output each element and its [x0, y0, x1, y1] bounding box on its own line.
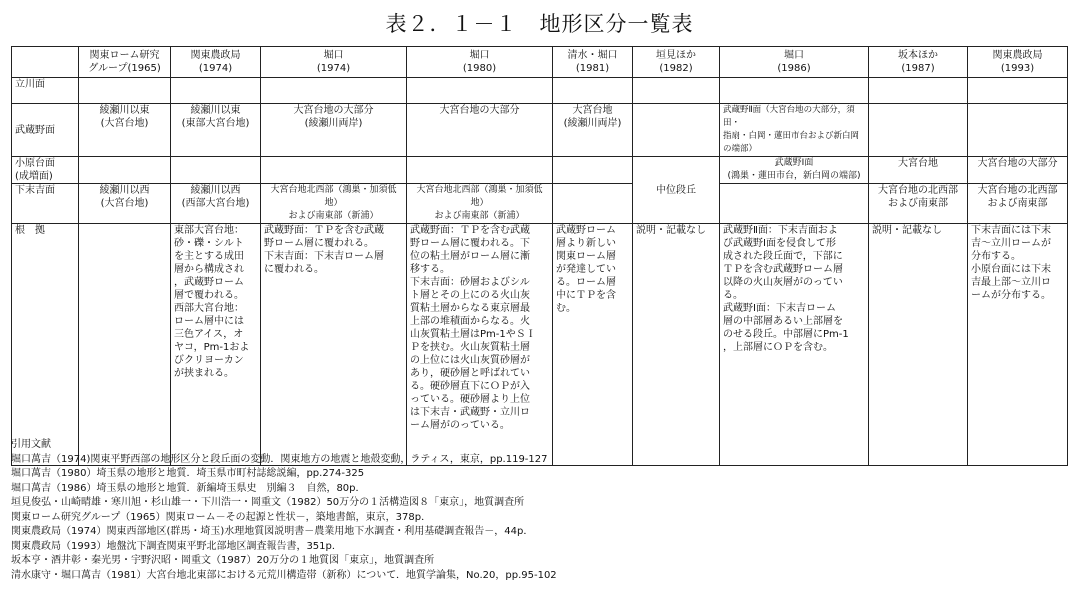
reference-item: 関東ローム研究グループ（1965）関東ローム－その起源と性状－，築地書館，東京，378p． [11, 511, 432, 523]
row-label: 根 拠 [12, 224, 79, 466]
header-cell: 垣見ほか (1982) [633, 47, 720, 78]
header-cell: 堀口 (1974) [261, 47, 407, 78]
row-label: 下末吉面 [12, 184, 79, 224]
landform-table [11, 46, 1068, 466]
cell: 大宮台地の大部分 [968, 157, 1068, 184]
reference-item: 堀口萬吉（1974)関東平野西部の地形区分と段丘面の変動．関東地方の地震と地殻変動，ラティス，東京，pp.119-127 [11, 453, 548, 465]
reference-item: 関東農政局（1974）関東西部地区(群馬・埼玉)水理地質図説明書－農業用地下水調査・利用基礎調査報告－，44p． [11, 526, 534, 537]
header-cell: 関東農政局 (1993) [968, 47, 1068, 78]
cell: 武蔵野Ⅱ面：下末吉面およ び武蔵野Ⅰ面を侵食して形 成された段丘面で，下部に ＴＰを含む武蔵野ローム層 以降の火山灰層がのってい る。 武蔵野Ⅰ面：下末吉ローム 層の中部層あるい上部層を のせる段丘。中部層にPm-1 ，上部層にＯＰを含む。 [720, 224, 869, 466]
row-musashino [12, 104, 1068, 157]
cell: 説明・記載なし [869, 224, 968, 466]
cell: 中位段丘 [633, 157, 720, 224]
header-cell: 関東ローム研究 グループ(1965) [79, 47, 171, 78]
row-shimosueyoshi [12, 184, 1068, 224]
header-cell: 清水・堀口 (1981) [553, 47, 633, 78]
header-cell [12, 47, 79, 78]
reference-item: 堀口萬吉（1986）埼玉県の地形と地質．新編埼玉県史 別編３ 自然，80p． [11, 482, 366, 494]
cell: 下末吉面には下末 吉～立川ロームが 分布する。 小原台面には下末 吉最上部～立川ロ ームが分布する。 [968, 224, 1068, 466]
references [11, 438, 557, 583]
row-tachikawa [12, 78, 1068, 104]
cell: 大宮台地の北西部 および南東部 [968, 184, 1068, 224]
cell: 大宮台地 (綾瀬川両岸) [553, 104, 633, 157]
header-cell: 坂本ほか (1987) [869, 47, 968, 78]
cell: 大宮台地北西部（鴻巣・加須低地） および南東部（新浦） [407, 184, 553, 224]
reference-item: 坂本亨・酒井彰・秦光男・宇野沢昭・岡重文（1987）20万分の１地質図「東京」，地質調査所 [11, 555, 435, 566]
header-cell: 堀口 (1980) [407, 47, 553, 78]
page-title: 表２．１－１ 地形区分一覧表 [385, 12, 694, 36]
cell: 大宮台地の大部分 [407, 104, 553, 157]
cell: 大宮台地 [869, 157, 968, 184]
cell: 綾瀬川以西 (大宮台地) [79, 184, 171, 224]
row-basis [12, 224, 1068, 466]
row-label: 立川面 [12, 78, 79, 104]
row-label: 小原台面 (成増面) [12, 157, 79, 184]
cell: 東部大宮台地： 砂・礫・シルト を主とする成田 層から構成され ，武蔵野ローム 層で覆われる。 西部大宮台地： ローム層中には 三色アイス，オ ヤコ，Pm-1およ びクリヨーカン が挟まれる。 [171, 224, 261, 466]
reference-item: 関東農政局（1993）地盤沈下調査関東平野北部地区調査報告書，351p． [11, 540, 342, 552]
header-cell: 関東農政局 (1974) [171, 47, 261, 78]
cell: 武蔵野Ⅱ面（大宮台地の大部分，須田・ 指扇・白岡・蓮田市台および新白岡の端部） [720, 104, 869, 157]
cell: 大宮台地北西部（鴻巣・加須低地） および南東部（新浦） [261, 184, 407, 224]
cell: 大宮台地の北西部 および南東部 [869, 184, 968, 224]
references-heading: 引用文献 [11, 439, 51, 450]
header-cell: 堀口 (1986) [720, 47, 869, 78]
reference-item: 堀口萬吉（1980）埼玉県の地形と地質．埼玉県市町村誌総説編，pp.274-325 [11, 468, 365, 479]
cell: 武蔵野面：ＴＰを含む武蔵 野ローム層に覆われる。下 位の粘土層がローム層に漸 移する。 下末吉面：砂層およびシル ト層とその上にのる火山灰 質粘土層からなる東京層最 上部の堆積面からなる。火 山灰質粘土層はPm-1やＳＩ Ｐを挟む。火山灰質粘土層 の上位には火山灰質砂層が あり，硬砂層と呼ばれてい る。硬砂層直下にＯＰが入 っている。硬砂層より上位 は下末吉・武蔵野・立川ロ ーム層がのっている。 [407, 224, 553, 466]
cell: 武蔵野Ⅰ面 (鴻巣・蓮田市台，新白岡の端部) [720, 157, 869, 184]
row-obara [12, 157, 1068, 184]
cell: 綾瀬川以東 (東部大宮台地) [171, 104, 261, 157]
reference-item: 垣見俊弘・山崎晴雄・寒川旭・杉山雄一・下川浩一・岡重文（1982）50万分の１活構造図８「東京」，地質調査所 [11, 497, 525, 508]
header-row [12, 47, 1068, 78]
cell: 綾瀬川以東 (大宮台地) [79, 104, 171, 157]
cell: 武蔵野面：ＴＰを含む武蔵 野ローム層に覆われる。 下末吉面：下末吉ローム層 に覆われる。 [261, 224, 407, 466]
reference-item: 清水康守・堀口萬吉（1981）大宮台地北東部における元荒川構造帯（新称）について．地質学論集，No.20，pp.95-102 [11, 569, 557, 581]
row-label: 武蔵野面 [12, 104, 79, 157]
cell: 説明・記載なし [633, 224, 720, 466]
cell: 大宮台地の大部分 (綾瀬川両岸) [261, 104, 407, 157]
cell: 綾瀬川以西 (西部大宮台地) [171, 184, 261, 224]
cell: 武蔵野ローム 層より新しい 関東ローム層 が発達してい る。ローム層 中にＴＰを含 む。 [553, 224, 633, 466]
